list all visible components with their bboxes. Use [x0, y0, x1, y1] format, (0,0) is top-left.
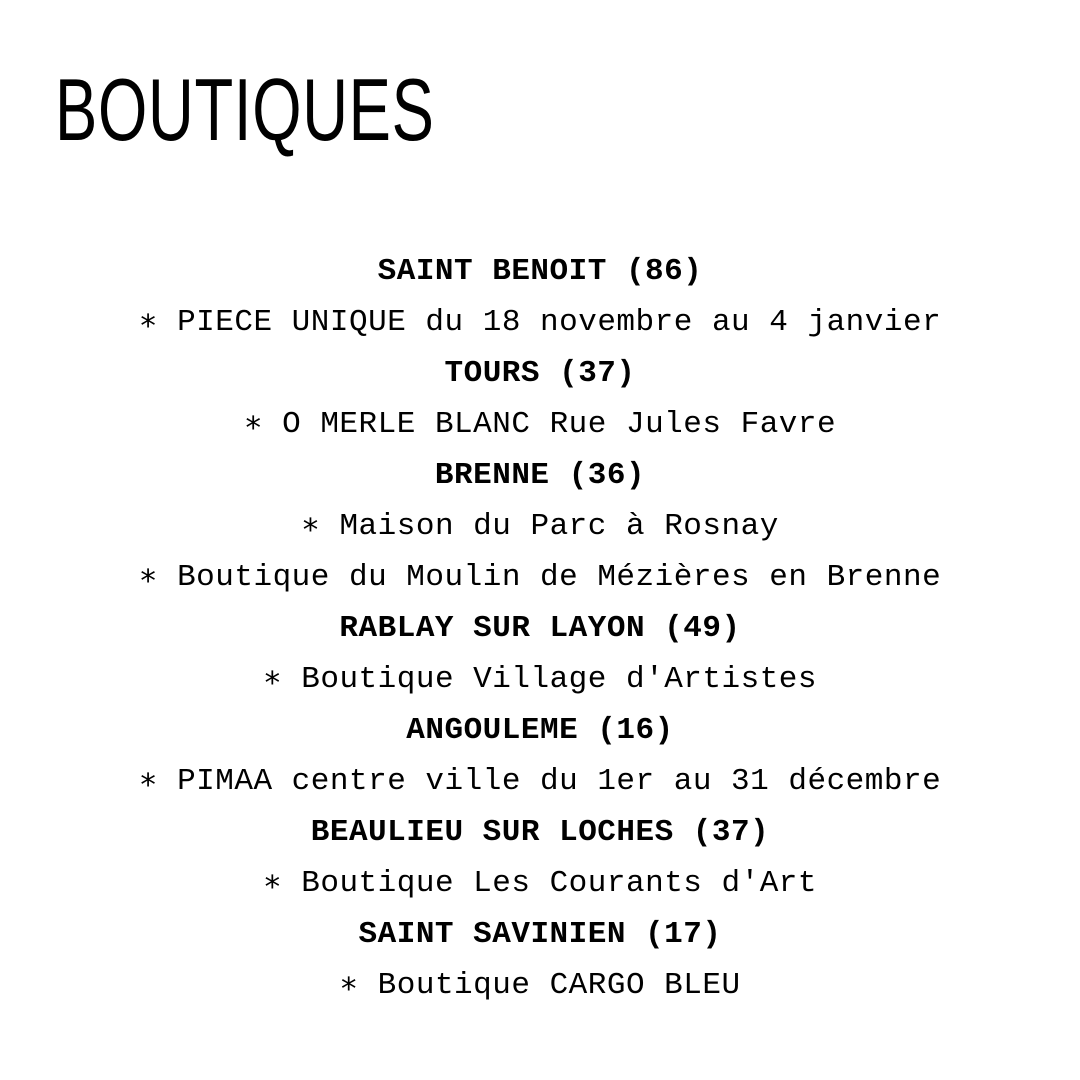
shop-entry: ∗ PIECE UNIQUE du 18 novembre au 4 janvier [138, 305, 942, 340]
city-heading: ANGOULEME (16) [406, 713, 674, 748]
city-heading: SAINT SAVINIEN (17) [358, 917, 722, 952]
city-heading: BRENNE (36) [434, 458, 646, 493]
city-heading: BEAULIEU SUR LOCHES (37) [310, 815, 770, 850]
shop-entry: ∗ PIMAA centre ville du 1er au 31 décembre [138, 764, 942, 799]
page-title: BOUTIQUES [55, 60, 435, 159]
city-heading: SAINT BENOIT (86) [377, 254, 703, 289]
shop-entry: ∗ Boutique CARGO BLEU [339, 968, 741, 1003]
shop-entry: ∗ Maison du Parc à Rosnay [301, 509, 779, 544]
shop-entry: ∗ Boutique Village d'Artistes [262, 662, 818, 697]
shop-entry: ∗ Boutique du Moulin de Mézières en Brenne [138, 560, 942, 595]
shop-entry: ∗ O MERLE BLANC Rue Jules Favre [243, 407, 837, 442]
boutique-list [0, 246, 1080, 1011]
city-heading: RABLAY SUR LAYON (49) [339, 611, 741, 646]
city-heading: TOURS (37) [444, 356, 636, 391]
shop-entry: ∗ Boutique Les Courants d'Art [262, 866, 818, 901]
